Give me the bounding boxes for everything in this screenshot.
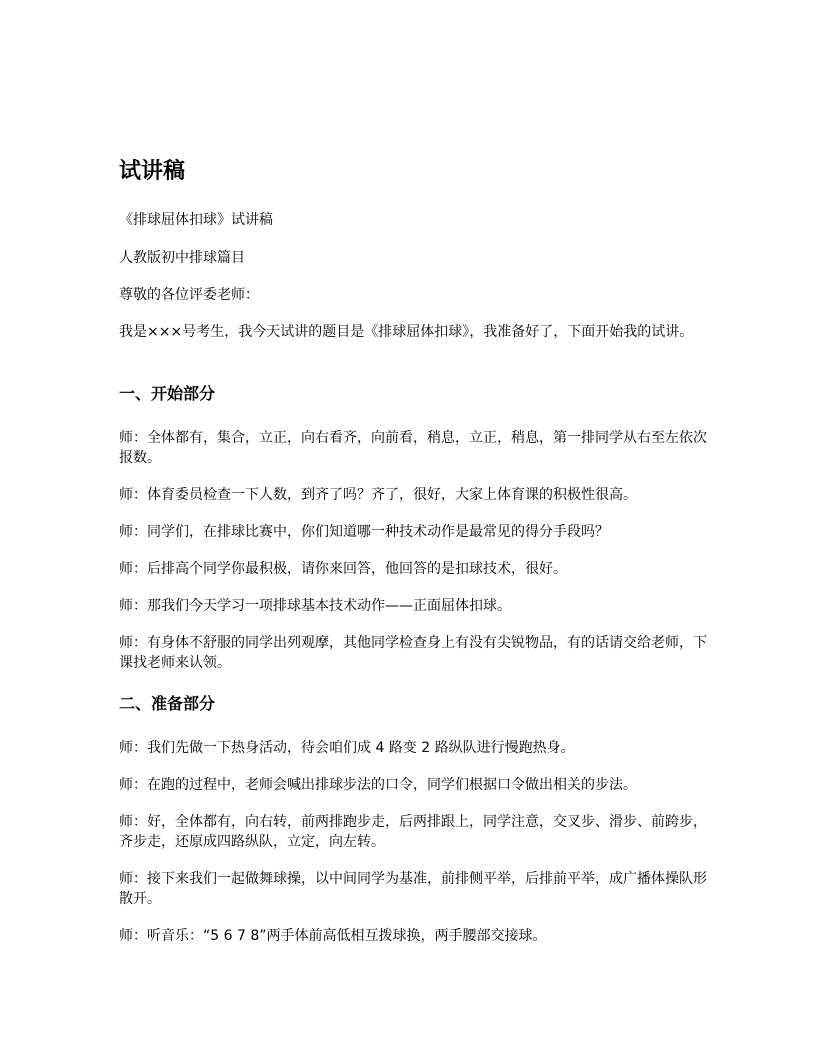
body-paragraph: 师：我们先做一下热身活动，待会咱们成 4 路变 2 路纵队进行慢跑热身。: [119, 740, 575, 756]
body-paragraph: 师：有身体不舒服的同学出列观摩，其他同学检查身上有没有尖锐物品，有的话请交给老师，下课找老师来认领。: [119, 635, 707, 671]
body-paragraph: 师：全体都有，集合，立正，向右看齐，向前看，稍息，立正，稍息，第一排同学从右至左依次报数。: [119, 430, 707, 466]
body-paragraph: 师：接下来我们一起做舞球操，以中间同学为基准，前排侧平举，后排前平举，成广播体操队形散开。: [119, 871, 707, 907]
section-heading: 一、开始部分: [119, 384, 216, 403]
intro-paragraph: 《排球屈体扣球》试讲稿: [119, 212, 273, 228]
body-paragraph: 师：同学们，在排球比赛中，你们知道哪一种技术动作是最常见的得分手段吗？: [119, 524, 609, 540]
body-paragraph: 师：后排高个同学你最积极，请你来回答，他回答的是扣球技术，很好。: [119, 561, 567, 577]
intro-paragraph: 人教版初中排球篇目: [119, 250, 245, 266]
body-paragraph: 师：好，全体都有，向右转，前两排跑步走，后两排跟上，同学注意，交叉步、滑步、前跨步，齐步走，还原成四路纵队，立定，向左转。: [119, 814, 707, 850]
body-paragraph: 师：那我们今天学习一项排球基本技术动作——正面屈体扣球。: [119, 598, 511, 614]
intro-paragraph: 尊敬的各位评委老师：: [119, 287, 259, 303]
section-heading: 二、准备部分: [119, 694, 216, 713]
intro-paragraph: 我是×××号考生，我今天试讲的题目是《排球屈体扣球》，我准备好了，下面开始我的试讲。: [119, 324, 694, 340]
body-paragraph: 师：听音乐：“5 6 7 8”两手体前高低相互拨球换，两手腰部交接球。: [119, 928, 547, 944]
document-title: 试讲稿: [119, 159, 186, 184]
body-paragraph: 师：体育委员检查一下人数，到齐了吗？齐了，很好，大家上体育课的积极性很高。: [119, 487, 637, 503]
body-paragraph: 师：在跑的过程中，老师会喊出排球步法的口令，同学们根据口令做出相关的步法。: [119, 777, 637, 793]
